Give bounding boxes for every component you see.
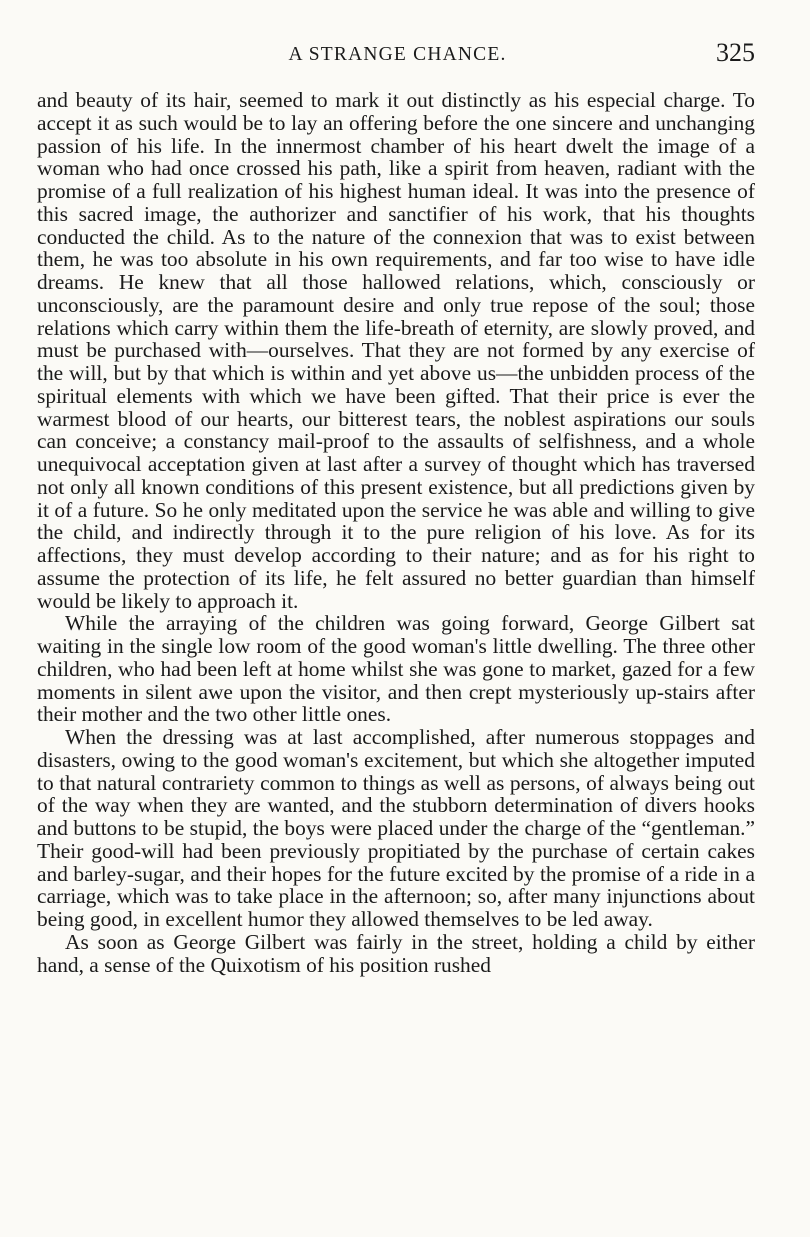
paragraph: While the arraying of the children was going forward, George Gilbert sat waiting in the single low room of the good woman's little dwelling. The three other children, who had been left at home whilst she was gone to market, gazed for a few moments in silent awe upon the visitor, and then crept mysteriously up-stairs after their mother and the two other little ones. [37,611,755,727]
running-head [40,38,755,74]
paragraph-continued: and beauty of its hair, seemed to mark it out distinctly as his especial charge. To accept it as such would be to lay an offering before the one sincere and unchanging passion of his life. In the innermost chamber of his heart dwelt the image of a woman who had once crossed his path, like a spirit from heaven, radiant with the promise of a full realization of his highest human ideal. It was into the presence of this sacred image, the authorizer and sanctifier of his work, that his thoughts conducted the child. As to the nature of the connexion that was to exist between them, he was too absolute in his own requirements, and far too wise to have idle dreams. He knew that all those hallowed relations, which, consciously or unconsciously, are the paramount desire and only true repose of the soul; those relations which carry within them the life-breath of eternity, are slowly proved, and must be purchased with—ourselves. That they are not formed by any exercise of the will, but by that which is within and yet above us—the unbidden process of the spiritual elements with which we have been gifted. That their price is ever the warmest blood of our hearts, our bitterest tears, the noblest aspirations our souls can conceive; a constancy mail-proof to the assaults of selfishness, and a whole unequivocal acceptation given at last after a survey of thought which has traversed not only all known conditions of this present existence, but all predictions given by it of a future. So he only meditated upon the service he was able and willing to give the child, and indirectly through it to the pure religion of his love. As for its affections, they must develop according to their nature; and as for his right to assume the protection of its life, he felt assured no better guardian than himself would be likely to approach it. [37,88,755,613]
page-number: 325 [716,38,755,67]
body-text [37,89,755,976]
running-title: A STRANGE CHANCE. [288,44,507,65]
paragraph: As soon as George Gilbert was fairly in the street, holding a child by either hand, a sense of the Quixotism of his position rushed [37,929,755,977]
paragraph: When the dressing was at last accomplished, after numerous stoppages and disasters, owing to the good woman's excitement, but which she altogether imputed to that natural contrariety common to things as well as persons, of always being out of the way when they are wanted, and the stubborn determination of divers hooks and buttons to be stupid, the boys were placed under the charge of the “gentleman.” Their good-will had been previously propitiated by the purchase of certain cakes and barley-sugar, and their hopes for the future excited by the promise of a ride in a carriage, which was to take place in the afternoon; so, after many injunctions about being good, in excellent humor they allowed themselves to be led away. [37,725,755,931]
